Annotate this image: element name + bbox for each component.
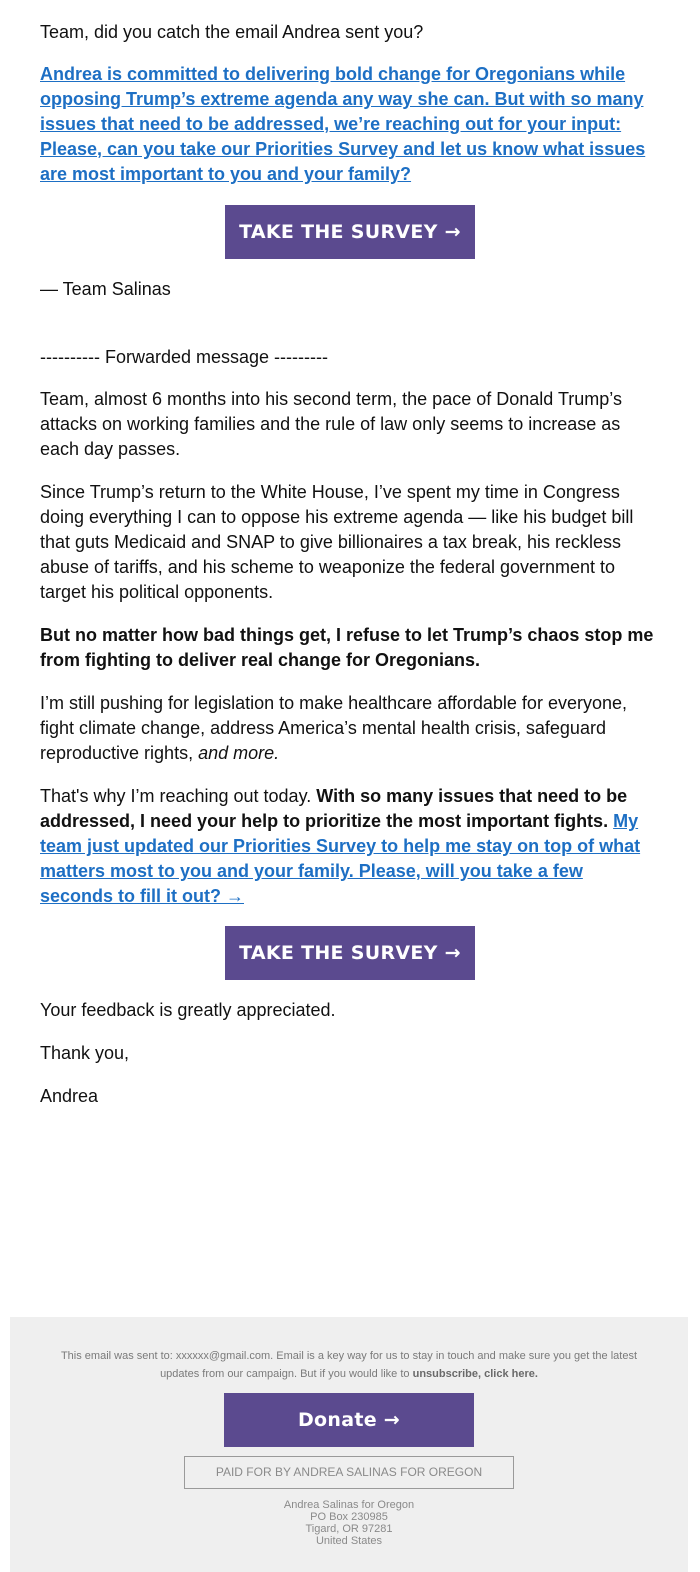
paragraph-5-bold: With so many issues that need to be addressed, I need your help to prioritize the most important fights.: [40, 786, 628, 831]
paid-for-disclaimer: PAID FOR BY ANDREA SALINAS FOR OREGON: [184, 1456, 514, 1489]
paragraph-5-text: That's why I’m reaching out today.: [40, 786, 312, 806]
donate-button[interactable]: Donate →: [224, 1393, 474, 1447]
take-survey-button-2[interactable]: TAKE THE SURVEY →: [225, 926, 475, 980]
address-line: PO Box 230985: [310, 1511, 388, 1523]
team-signoff: — Team Salinas: [40, 279, 171, 299]
take-survey-button[interactable]: TAKE THE SURVEY →: [225, 205, 475, 259]
address-line: Andrea Salinas for Oregon: [283, 1499, 415, 1511]
signature: Andrea: [40, 1086, 99, 1106]
footer-note: [60, 1347, 638, 1383]
intro-survey-link[interactable]: Andrea is committed to delivering bold change for Oregonians while opposing Trump’s extreme agenda any way she can. But with so many issues that need to be addressed, we’re reaching out for your input: Please, can you take our Priorities Survey and let us know what issues are most important to you and your family?: [40, 64, 646, 184]
footer-note-text: This email was sent to: xxxxxx@gmail.com. Email is a key way for us to stay in touch and make sure you get the latest updates from our campaign. But if you would like to: [60, 1350, 638, 1380]
mailing-address: [10, 1499, 688, 1547]
intro-text: Team, did you catch the email Andrea sent you?: [40, 22, 424, 42]
paragraph-4-text: I’m still pushing for legislation to make healthcare affordable for everyone, fight climate change, address America’s mental health crisis, safeguard reproductive rights,: [40, 693, 627, 763]
paragraph-4-italic: and more.: [198, 743, 280, 763]
unsubscribe-link[interactable]: unsubscribe, click here.: [412, 1368, 538, 1380]
priorities-survey-link[interactable]: My team just updated our Priorities Survey to help me stay on top of what matters most to you and your family. Please, will you take a few seconds to fill it out? →: [40, 811, 641, 906]
paragraph-4: [40, 691, 645, 766]
paragraph-5: [40, 784, 660, 909]
thanks-text: Thank you,: [40, 1043, 130, 1063]
forwarded-header: ---------- Forwarded message ---------: [40, 347, 328, 367]
email-footer: [10, 1317, 688, 1572]
paragraph-3: But no matter how bad things get, I refuse to let Trump’s chaos stop me from fighting to deliver real change for Oregonians.: [40, 625, 654, 670]
address-line: Tigard, OR 97281: [305, 1523, 393, 1535]
address-line: United States: [315, 1535, 383, 1547]
feedback-text: Your feedback is greatly appreciated.: [40, 1000, 336, 1020]
paragraph-1: Team, almost 6 months into his second term, the pace of Donald Trump’s attacks on working families and the rule of law only seems to increase as each day passes.: [40, 389, 622, 459]
paragraph-2: Since Trump’s return to the White House, I’ve spent my time in Congress doing everything I can to oppose his extreme agenda — like his budget bill that guts Medicaid and SNAP to give billionaires a tax break, his reckless abuse of tariffs, and his scheme to weaponize the federal government to target his political opponents.: [40, 482, 634, 602]
